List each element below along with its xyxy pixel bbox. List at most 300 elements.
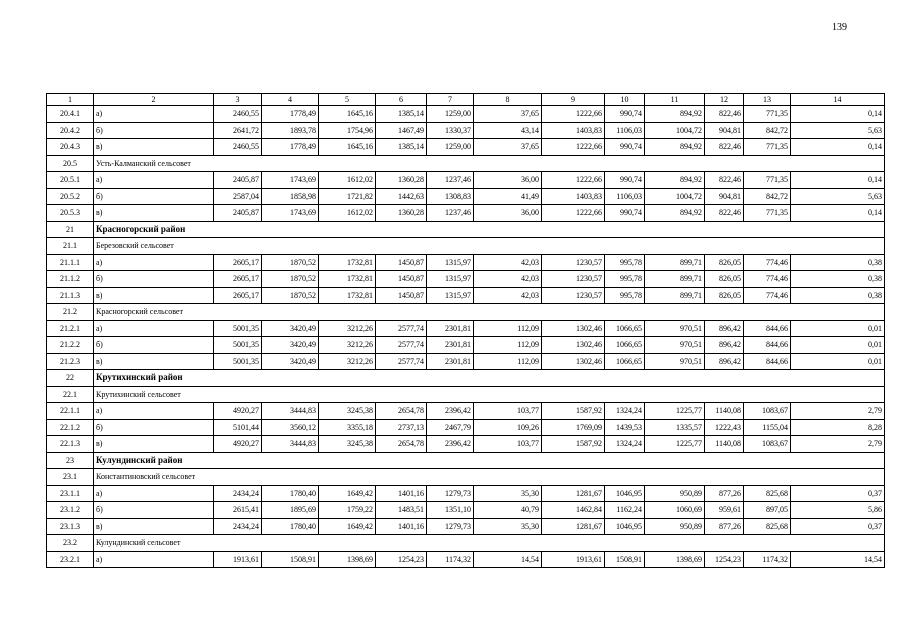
value-cell: 896,42 xyxy=(705,320,744,337)
table-row xyxy=(47,419,885,436)
value-cell: 1330,37 xyxy=(427,122,474,139)
value-cell: 822,46 xyxy=(705,205,744,222)
value-cell: 0,38 xyxy=(791,271,885,288)
option-cell: б) xyxy=(94,337,214,354)
column-header: 11 xyxy=(645,94,705,106)
value-cell: 2301,81 xyxy=(427,320,474,337)
value-cell: 2,79 xyxy=(791,403,885,420)
value-cell: 1315,97 xyxy=(427,287,474,304)
value-cell: 3245,38 xyxy=(319,436,376,453)
value-cell: 1046,95 xyxy=(605,485,645,502)
district-title: Кулундинский район xyxy=(94,452,885,469)
value-cell: 43,14 xyxy=(474,122,542,139)
value-cell: 1360,28 xyxy=(376,172,427,189)
value-cell: 1237,46 xyxy=(427,205,474,222)
value-cell: 1335,57 xyxy=(645,419,705,436)
value-cell: 990,74 xyxy=(605,106,645,123)
value-cell: 1083,67 xyxy=(744,436,791,453)
page-number: 139 xyxy=(832,22,847,33)
value-cell: 899,71 xyxy=(645,254,705,271)
value-cell: 896,42 xyxy=(705,353,744,370)
value-cell: 1324,24 xyxy=(605,403,645,420)
value-cell: 774,46 xyxy=(744,271,791,288)
row-id-cell: 20.5.2 xyxy=(47,188,94,205)
value-cell: 0,14 xyxy=(791,106,885,123)
value-cell: 1587,92 xyxy=(542,436,605,453)
value-cell: 2641,72 xyxy=(214,122,262,139)
row-id-cell: 21 xyxy=(47,221,94,238)
table-row xyxy=(47,403,885,420)
value-cell: 42,03 xyxy=(474,287,542,304)
value-cell: 37,65 xyxy=(474,106,542,123)
value-cell: 899,71 xyxy=(645,287,705,304)
value-cell: 1046,95 xyxy=(605,518,645,535)
value-cell: 1060,69 xyxy=(645,502,705,519)
value-cell: 1403,83 xyxy=(542,122,605,139)
option-cell: а) xyxy=(94,551,214,568)
table-row xyxy=(47,320,885,337)
row-id-cell: 23.1.2 xyxy=(47,502,94,519)
value-cell: 3420,49 xyxy=(262,320,319,337)
value-cell: 3420,49 xyxy=(262,353,319,370)
value-cell: 5001,35 xyxy=(214,353,262,370)
value-cell: 771,35 xyxy=(744,172,791,189)
value-cell: 0,14 xyxy=(791,205,885,222)
value-cell: 1254,23 xyxy=(705,551,744,568)
value-cell: 109,26 xyxy=(474,419,542,436)
table-row xyxy=(47,337,885,354)
value-cell: 1281,67 xyxy=(542,485,605,502)
value-cell: 41,49 xyxy=(474,188,542,205)
option-cell: в) xyxy=(94,205,214,222)
district-row xyxy=(47,370,885,387)
tariff-table xyxy=(46,93,885,568)
value-cell: 5001,35 xyxy=(214,337,262,354)
value-cell: 1612,02 xyxy=(319,172,376,189)
value-cell: 1450,87 xyxy=(376,271,427,288)
value-cell: 844,66 xyxy=(744,320,791,337)
option-cell: б) xyxy=(94,122,214,139)
district-title: Красногорский район xyxy=(94,221,885,238)
value-cell: 1645,16 xyxy=(319,139,376,156)
value-cell: 0,14 xyxy=(791,172,885,189)
value-cell: 894,92 xyxy=(645,172,705,189)
value-cell: 904,81 xyxy=(705,122,744,139)
value-cell: 0,14 xyxy=(791,139,885,156)
value-cell: 844,66 xyxy=(744,337,791,354)
value-cell: 0,38 xyxy=(791,254,885,271)
option-cell: в) xyxy=(94,287,214,304)
option-cell: б) xyxy=(94,502,214,519)
value-cell: 103,77 xyxy=(474,403,542,420)
section-title: Красногорский сельсовет xyxy=(94,304,885,321)
row-id-cell: 21.1.1 xyxy=(47,254,94,271)
value-cell: 1893,78 xyxy=(262,122,319,139)
value-cell: 1279,73 xyxy=(427,485,474,502)
value-cell: 2587,04 xyxy=(214,188,262,205)
value-cell: 1858,98 xyxy=(262,188,319,205)
value-cell: 42,03 xyxy=(474,271,542,288)
value-cell: 990,74 xyxy=(605,139,645,156)
value-cell: 0,37 xyxy=(791,485,885,502)
section-title: Кулундинский сельсовет xyxy=(94,535,885,552)
value-cell: 112,09 xyxy=(474,353,542,370)
value-cell: 894,92 xyxy=(645,139,705,156)
value-cell: 1302,46 xyxy=(542,320,605,337)
value-cell: 1225,77 xyxy=(645,436,705,453)
table-row xyxy=(47,287,885,304)
value-cell: 1324,24 xyxy=(605,436,645,453)
value-cell: 826,05 xyxy=(705,287,744,304)
value-cell: 990,74 xyxy=(605,172,645,189)
section-row xyxy=(47,155,885,172)
value-cell: 1759,22 xyxy=(319,502,376,519)
table-row xyxy=(47,205,885,222)
table-row xyxy=(47,106,885,123)
value-cell: 822,46 xyxy=(705,106,744,123)
value-cell: 1508,91 xyxy=(605,551,645,568)
value-cell: 842,72 xyxy=(744,188,791,205)
section-title: Усть-Калманский сельсовет xyxy=(94,155,885,172)
value-cell: 1398,69 xyxy=(645,551,705,568)
value-cell: 1308,83 xyxy=(427,188,474,205)
value-cell: 2577,74 xyxy=(376,353,427,370)
table-row xyxy=(47,139,885,156)
value-cell: 1066,65 xyxy=(605,337,645,354)
value-cell: 1254,23 xyxy=(376,551,427,568)
value-cell: 1106,03 xyxy=(605,122,645,139)
value-cell: 1462,84 xyxy=(542,502,605,519)
value-cell: 771,35 xyxy=(744,106,791,123)
section-row xyxy=(47,238,885,255)
value-cell: 2405,87 xyxy=(214,205,262,222)
value-cell: 1222,66 xyxy=(542,172,605,189)
value-cell: 5,86 xyxy=(791,502,885,519)
column-header: 7 xyxy=(427,94,474,106)
option-cell: а) xyxy=(94,403,214,420)
value-cell: 3212,26 xyxy=(319,337,376,354)
value-cell: 2605,17 xyxy=(214,271,262,288)
value-cell: 1302,46 xyxy=(542,353,605,370)
value-cell: 2434,24 xyxy=(214,485,262,502)
value-cell: 5101,44 xyxy=(214,419,262,436)
value-cell: 1174,32 xyxy=(744,551,791,568)
value-cell: 3560,12 xyxy=(262,419,319,436)
option-cell: а) xyxy=(94,485,214,502)
section-title: Березовский сельсовет xyxy=(94,238,885,255)
value-cell: 1140,08 xyxy=(705,403,744,420)
value-cell: 2615,41 xyxy=(214,502,262,519)
value-cell: 2737,13 xyxy=(376,419,427,436)
value-cell: 3420,49 xyxy=(262,337,319,354)
row-id-cell: 23.1.3 xyxy=(47,518,94,535)
value-cell: 35,30 xyxy=(474,518,542,535)
column-header: 3 xyxy=(214,94,262,106)
value-cell: 1870,52 xyxy=(262,271,319,288)
option-cell: в) xyxy=(94,353,214,370)
row-id-cell: 21.2.2 xyxy=(47,337,94,354)
value-cell: 0,01 xyxy=(791,320,885,337)
value-cell: 1315,97 xyxy=(427,254,474,271)
value-cell: 2605,17 xyxy=(214,287,262,304)
value-cell: 2301,81 xyxy=(427,353,474,370)
value-cell: 950,89 xyxy=(645,518,705,535)
value-cell: 1083,67 xyxy=(744,403,791,420)
value-cell: 771,35 xyxy=(744,139,791,156)
row-id-cell: 21.2.1 xyxy=(47,320,94,337)
row-id-cell: 20.5.1 xyxy=(47,172,94,189)
value-cell: 822,46 xyxy=(705,172,744,189)
row-id-cell: 22.1.3 xyxy=(47,436,94,453)
district-title: Крутихинский район xyxy=(94,370,885,387)
value-cell: 1279,73 xyxy=(427,518,474,535)
column-header: 8 xyxy=(474,94,542,106)
value-cell: 1237,46 xyxy=(427,172,474,189)
value-cell: 3355,18 xyxy=(319,419,376,436)
value-cell: 1315,97 xyxy=(427,271,474,288)
value-cell: 1450,87 xyxy=(376,254,427,271)
value-cell: 1732,81 xyxy=(319,254,376,271)
value-cell: 1230,57 xyxy=(542,254,605,271)
option-cell: в) xyxy=(94,139,214,156)
row-id-cell: 23.2.1 xyxy=(47,551,94,568)
value-cell: 825,68 xyxy=(744,518,791,535)
value-cell: 990,74 xyxy=(605,205,645,222)
value-cell: 1106,03 xyxy=(605,188,645,205)
value-cell: 14,54 xyxy=(791,551,885,568)
row-id-cell: 21.2.3 xyxy=(47,353,94,370)
row-id-cell: 22 xyxy=(47,370,94,387)
value-cell: 1222,66 xyxy=(542,106,605,123)
value-cell: 2434,24 xyxy=(214,518,262,535)
value-cell: 896,42 xyxy=(705,337,744,354)
row-id-cell: 20.4.3 xyxy=(47,139,94,156)
value-cell: 2467,79 xyxy=(427,419,474,436)
table-body xyxy=(47,94,885,568)
value-cell: 2460,55 xyxy=(214,106,262,123)
column-header: 14 xyxy=(791,94,885,106)
value-cell: 1281,67 xyxy=(542,518,605,535)
value-cell: 1401,16 xyxy=(376,518,427,535)
district-row xyxy=(47,452,885,469)
value-cell: 36,00 xyxy=(474,172,542,189)
value-cell: 995,78 xyxy=(605,254,645,271)
column-header: 9 xyxy=(542,94,605,106)
table-row xyxy=(47,353,885,370)
value-cell: 1612,02 xyxy=(319,205,376,222)
value-cell: 0,38 xyxy=(791,287,885,304)
value-cell: 894,92 xyxy=(645,106,705,123)
column-header: 13 xyxy=(744,94,791,106)
option-cell: в) xyxy=(94,436,214,453)
value-cell: 1004,72 xyxy=(645,122,705,139)
column-header: 12 xyxy=(705,94,744,106)
value-cell: 1259,00 xyxy=(427,106,474,123)
table-row xyxy=(47,254,885,271)
table-row xyxy=(47,551,885,568)
value-cell: 897,05 xyxy=(744,502,791,519)
value-cell: 1174,32 xyxy=(427,551,474,568)
value-cell: 1754,96 xyxy=(319,122,376,139)
value-cell: 3444,83 xyxy=(262,403,319,420)
row-id-cell: 23.2 xyxy=(47,535,94,552)
header-row xyxy=(47,94,885,106)
value-cell: 826,05 xyxy=(705,271,744,288)
value-cell: 3245,38 xyxy=(319,403,376,420)
value-cell: 904,81 xyxy=(705,188,744,205)
row-id-cell: 20.4.1 xyxy=(47,106,94,123)
option-cell: б) xyxy=(94,188,214,205)
column-header: 5 xyxy=(319,94,376,106)
value-cell: 1004,72 xyxy=(645,188,705,205)
value-cell: 112,09 xyxy=(474,337,542,354)
value-cell: 1870,52 xyxy=(262,254,319,271)
value-cell: 1351,10 xyxy=(427,502,474,519)
value-cell: 1222,66 xyxy=(542,205,605,222)
row-id-cell: 23.1.1 xyxy=(47,485,94,502)
value-cell: 0,01 xyxy=(791,353,885,370)
table-row xyxy=(47,436,885,453)
value-cell: 1450,87 xyxy=(376,287,427,304)
row-id-cell: 22.1.2 xyxy=(47,419,94,436)
value-cell: 2654,78 xyxy=(376,436,427,453)
value-cell: 2577,74 xyxy=(376,337,427,354)
value-cell: 1230,57 xyxy=(542,287,605,304)
value-cell: 995,78 xyxy=(605,271,645,288)
value-cell: 1508,91 xyxy=(262,551,319,568)
section-row xyxy=(47,304,885,321)
value-cell: 8,28 xyxy=(791,419,885,436)
value-cell: 899,71 xyxy=(645,271,705,288)
value-cell: 842,72 xyxy=(744,122,791,139)
value-cell: 4920,27 xyxy=(214,436,262,453)
value-cell: 1442,63 xyxy=(376,188,427,205)
value-cell: 14,54 xyxy=(474,551,542,568)
value-cell: 970,51 xyxy=(645,353,705,370)
table-row xyxy=(47,271,885,288)
value-cell: 1230,57 xyxy=(542,271,605,288)
row-id-cell: 21.1.3 xyxy=(47,287,94,304)
value-cell: 1066,65 xyxy=(605,353,645,370)
value-cell: 1302,46 xyxy=(542,337,605,354)
table-row xyxy=(47,502,885,519)
district-row xyxy=(47,221,885,238)
value-cell: 2654,78 xyxy=(376,403,427,420)
value-cell: 1401,16 xyxy=(376,485,427,502)
value-cell: 1155,04 xyxy=(744,419,791,436)
value-cell: 825,68 xyxy=(744,485,791,502)
option-cell: а) xyxy=(94,254,214,271)
value-cell: 995,78 xyxy=(605,287,645,304)
value-cell: 774,46 xyxy=(744,254,791,271)
value-cell: 1162,24 xyxy=(605,502,645,519)
value-cell: 37,65 xyxy=(474,139,542,156)
value-cell: 774,46 xyxy=(744,287,791,304)
value-cell: 771,35 xyxy=(744,205,791,222)
value-cell: 1721,82 xyxy=(319,188,376,205)
value-cell: 1778,49 xyxy=(262,139,319,156)
value-cell: 2301,81 xyxy=(427,337,474,354)
value-cell: 2396,42 xyxy=(427,436,474,453)
column-header: 2 xyxy=(94,94,214,106)
value-cell: 970,51 xyxy=(645,337,705,354)
row-id-cell: 23 xyxy=(47,452,94,469)
value-cell: 959,61 xyxy=(705,502,744,519)
value-cell: 844,66 xyxy=(744,353,791,370)
row-id-cell: 21.1 xyxy=(47,238,94,255)
value-cell: 2405,87 xyxy=(214,172,262,189)
table-row xyxy=(47,122,885,139)
value-cell: 5001,35 xyxy=(214,320,262,337)
value-cell: 1360,28 xyxy=(376,205,427,222)
value-cell: 894,92 xyxy=(645,205,705,222)
value-cell: 0,01 xyxy=(791,337,885,354)
option-cell: а) xyxy=(94,106,214,123)
option-cell: в) xyxy=(94,518,214,535)
row-id-cell: 22.1.1 xyxy=(47,403,94,420)
value-cell: 103,77 xyxy=(474,436,542,453)
value-cell: 1259,00 xyxy=(427,139,474,156)
value-cell: 1743,69 xyxy=(262,172,319,189)
value-cell: 3212,26 xyxy=(319,320,376,337)
value-cell: 3212,26 xyxy=(319,353,376,370)
value-cell: 112,09 xyxy=(474,320,542,337)
section-title: Константиновский сельсовет xyxy=(94,469,885,486)
value-cell: 36,00 xyxy=(474,205,542,222)
row-id-cell: 22.1 xyxy=(47,386,94,403)
value-cell: 1769,09 xyxy=(542,419,605,436)
value-cell: 2396,42 xyxy=(427,403,474,420)
value-cell: 1467,49 xyxy=(376,122,427,139)
option-cell: а) xyxy=(94,320,214,337)
table-row xyxy=(47,518,885,535)
value-cell: 1732,81 xyxy=(319,287,376,304)
value-cell: 1140,08 xyxy=(705,436,744,453)
value-cell: 2460,55 xyxy=(214,139,262,156)
value-cell: 1780,40 xyxy=(262,485,319,502)
value-cell: 1649,42 xyxy=(319,518,376,535)
row-id-cell: 20.5.3 xyxy=(47,205,94,222)
value-cell: 1732,81 xyxy=(319,271,376,288)
option-cell: б) xyxy=(94,271,214,288)
value-cell: 2605,17 xyxy=(214,254,262,271)
value-cell: 5,63 xyxy=(791,122,885,139)
row-id-cell: 20.4.2 xyxy=(47,122,94,139)
value-cell: 1403,83 xyxy=(542,188,605,205)
section-row xyxy=(47,469,885,486)
row-id-cell: 21.2 xyxy=(47,304,94,321)
value-cell: 822,46 xyxy=(705,139,744,156)
value-cell: 42,03 xyxy=(474,254,542,271)
value-cell: 2,79 xyxy=(791,436,885,453)
value-cell: 1778,49 xyxy=(262,106,319,123)
column-header: 1 xyxy=(47,94,94,106)
value-cell: 1743,69 xyxy=(262,205,319,222)
value-cell: 1066,65 xyxy=(605,320,645,337)
value-cell: 40,79 xyxy=(474,502,542,519)
value-cell: 5,63 xyxy=(791,188,885,205)
value-cell: 1385,14 xyxy=(376,106,427,123)
value-cell: 1913,61 xyxy=(214,551,262,568)
value-cell: 3444,83 xyxy=(262,436,319,453)
table-row xyxy=(47,485,885,502)
value-cell: 1870,52 xyxy=(262,287,319,304)
section-row xyxy=(47,386,885,403)
option-cell: а) xyxy=(94,172,214,189)
row-id-cell: 23.1 xyxy=(47,469,94,486)
value-cell: 1398,69 xyxy=(319,551,376,568)
value-cell: 950,89 xyxy=(645,485,705,502)
